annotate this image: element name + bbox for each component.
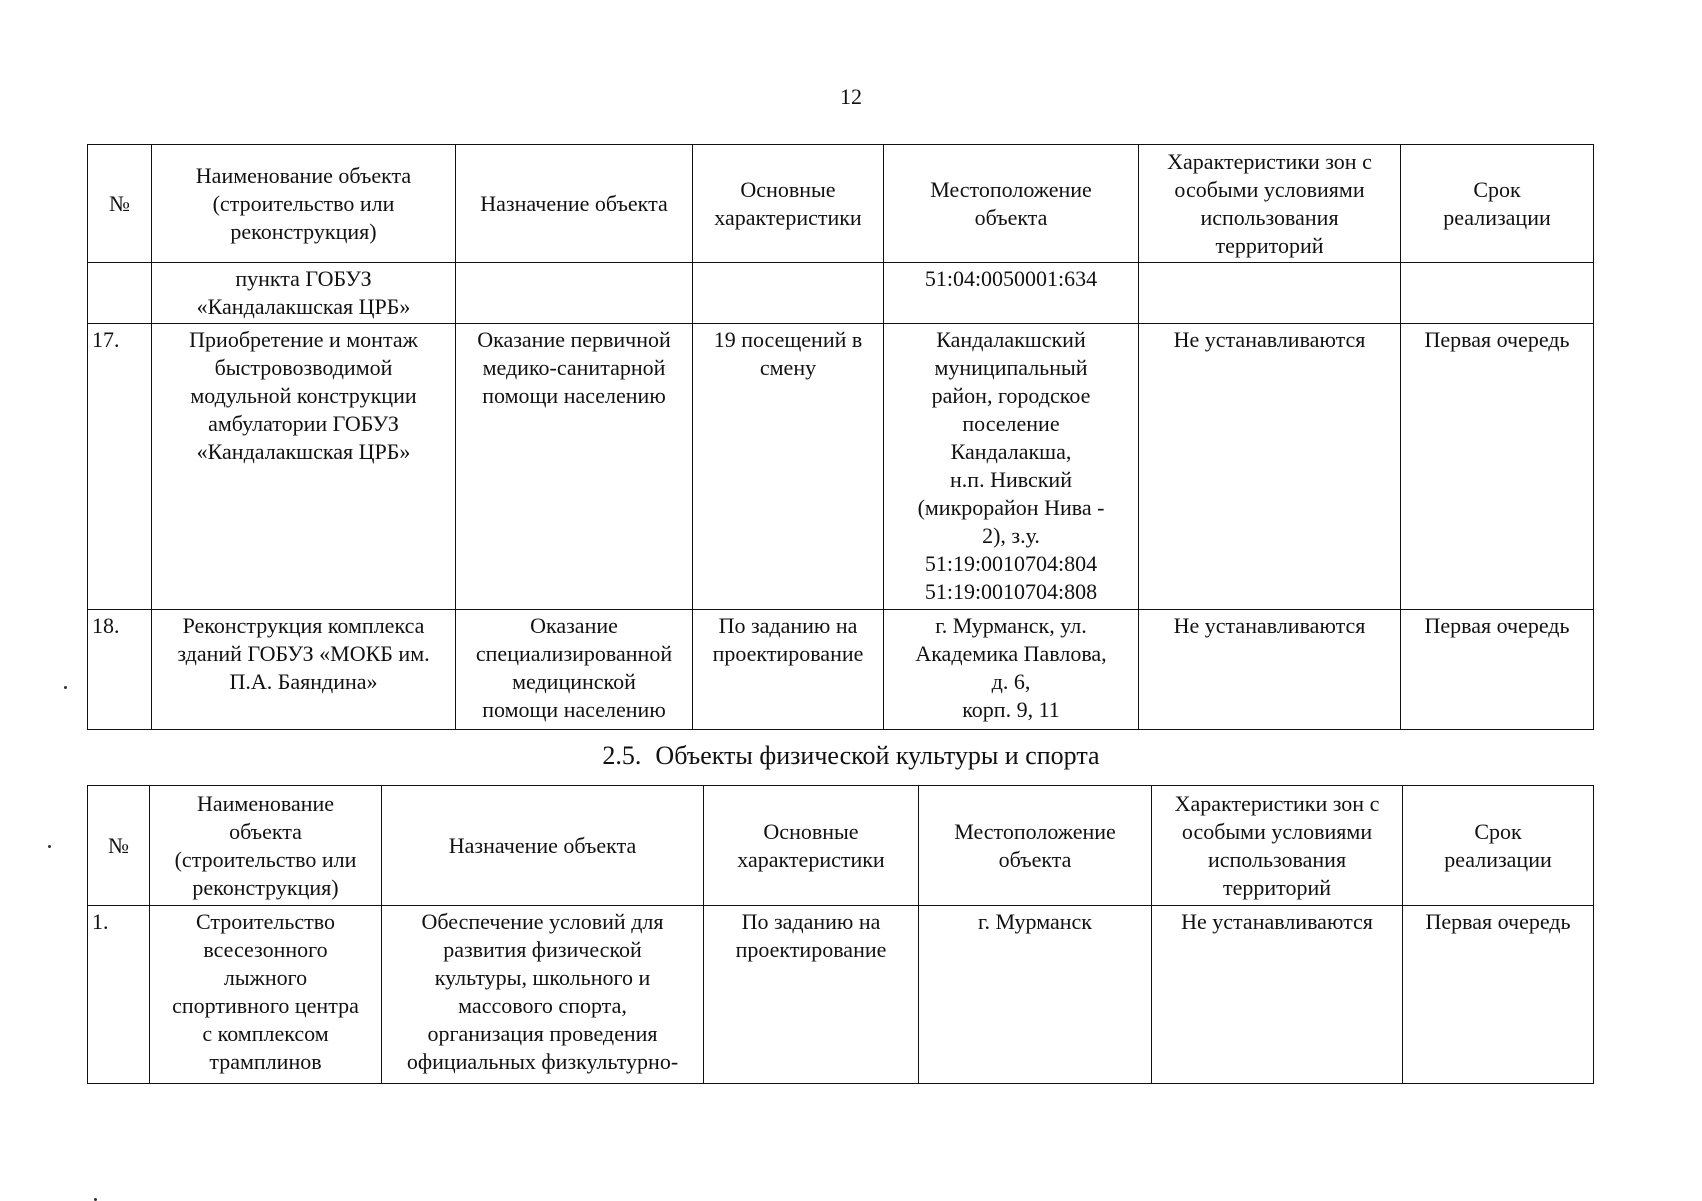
header-zones: Характеристики зон с особыми условиями использования территорий [1152,786,1403,906]
header-characteristics: Основные характеристики [704,786,919,906]
header-term: Срок реализации [1401,145,1594,263]
header-object-name: Наименование объекта (строительство или реконструкция) [150,786,382,906]
cell-term: Первая очередь [1401,610,1594,730]
table-row [88,263,1594,324]
cell-zones [1139,263,1401,324]
cell-characteristics: По заданию на проектирование [693,610,884,730]
header-location: Местоположение объекта [884,145,1139,263]
cell-number: 1. [88,906,150,1084]
cell-object-name: Строительство всесезонного лыжного спортивного центра с комплексом трамплинов [150,906,382,1084]
cell-location: 51:04:0050001:634 [884,263,1139,324]
cell-location: г. Мурманск [919,906,1152,1084]
section-heading [0,741,1702,771]
cell-term [1401,263,1594,324]
cell-location: Кандалакшский муниципальный район, городское поселение Кандалакша, н.п. Нивский (микрорайон Нива - 2), з.у. 51:19:0010704:804 51:19:0010704:808 [884,324,1139,610]
header-characteristics: Основные характеристики [693,145,884,263]
page-number: 12 [840,84,862,109]
cell-object-name: Реконструкция комплекса зданий ГОБУЗ «МОКБ им. П.А. Баяндина» [152,610,456,730]
cell-term: Первая очередь [1401,324,1594,610]
table-header-row [88,786,1594,906]
header-object-name: Наименование объекта (строительство или реконструкция) [152,145,456,263]
cell-purpose [456,263,693,324]
header-purpose: Назначение объекта [382,786,704,906]
cell-purpose: Оказание первичной медико-санитарной помощи населению [456,324,693,610]
header-location: Местоположение объекта [919,786,1152,906]
table-header-row [88,145,1594,263]
scan-speck [48,845,51,848]
section-number: 2.5. [602,741,642,770]
health-objects-table [87,144,1594,730]
cell-zones: Не устанавливаются [1139,610,1401,730]
cell-purpose: Обеспечение условий для развития физической культуры, школьного и массового спорта, организация проведения официальных физкультурно- [382,906,704,1084]
header-number: № [88,786,150,906]
cell-object-name: Приобретение и монтаж быстровозводимой модульной конструкции амбулатории ГОБУЗ «Кандалакшская ЦРБ» [152,324,456,610]
cell-zones: Не устанавливаются [1152,906,1403,1084]
cell-characteristics: По заданию на проектирование [704,906,919,1084]
cell-number: 17. [88,324,152,610]
cell-number [88,263,152,324]
table-row [88,610,1594,730]
header-number: № [88,145,152,263]
header-zones: Характеристики зон с особыми условиями использования территорий [1139,145,1401,263]
section-title: Объекты физической культуры и спорта [655,741,1100,770]
header-purpose: Назначение объекта [456,145,693,263]
cell-characteristics: 19 посещений в смену [693,324,884,610]
cell-number: 18. [88,610,152,730]
scan-speck [64,686,67,689]
cell-object-name: пункта ГОБУЗ «Кандалакшская ЦРБ» [152,263,456,324]
header-term: Срок реализации [1403,786,1594,906]
table-row [88,906,1594,1084]
sports-objects-table [87,785,1594,1084]
cell-term: Первая очередь [1403,906,1594,1084]
cell-zones: Не устанавливаются [1139,324,1401,610]
cell-characteristics [693,263,884,324]
table-row [88,324,1594,610]
cell-purpose: Оказание специализированной медицинской помощи населению [456,610,693,730]
cell-location: г. Мурманск, ул. Академика Павлова, д. 6, корп. 9, 11 [884,610,1139,730]
